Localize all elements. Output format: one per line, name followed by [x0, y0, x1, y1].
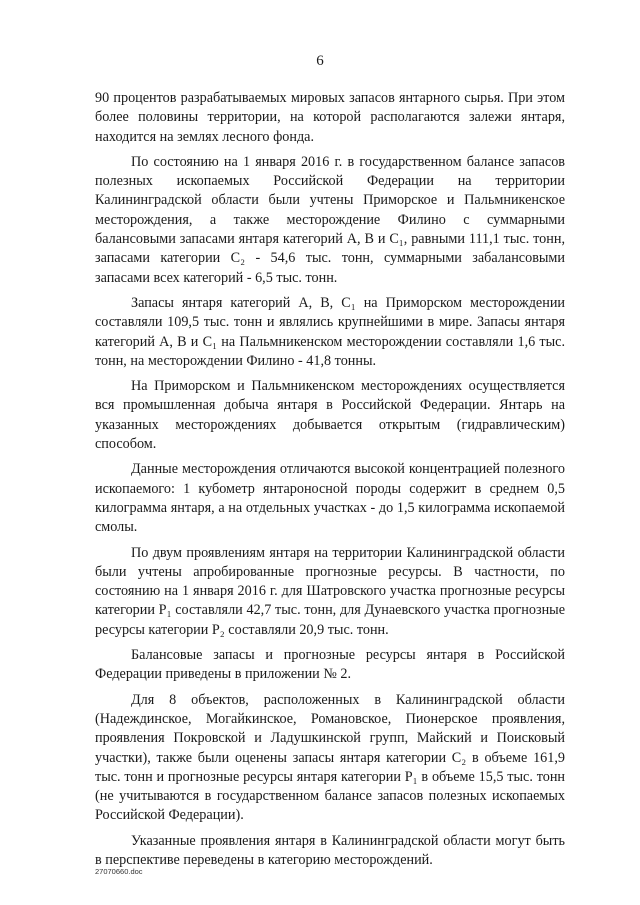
paragraph-forecast-resources: По двум проявлениям янтаря на территории Калининградской области были учтены апробированные прогнозные ресурсы. В частности, по состоянию на 1 января 2016 г. для Шатровского участка прогнозные ресурсы категории P₁ составляли 42,7 тыс. тонн, для Дунаевского участка прогнозные ресурсы категории P₂ составляли 20,9 тыс. тонн.: [95, 544, 565, 638]
footer-filename: 27070660.doc: [95, 867, 143, 876]
paragraph-concentration: Данные месторождения отличаются высокой концентрацией полезного ископаемого: 1 кубометр янтароносной породы содержит в среднем 0,5 килограмма янтаря, а на отдельных участках - до 1,5 килограмма ископаемой смолы.: [95, 461, 565, 536]
paragraph-eight-objects: Для 8 объектов, расположенных в Калининградской области (Надеждинское, Могайкинское, Романовское, Пионерское проявления, проявления Покровской и Ладушкинской групп, Майский и Поисковый участки), также были оценены запасы янтаря категории C₂ в объеме 161,9 тыс. тонн и прогнозные ресурсы янтаря категории P₁ в объеме 15,5 тыс. тонн (не учитываются в государственном балансе запасов полезных ископаемых Российской Федерации).: [95, 691, 565, 824]
document-body: [95, 89, 565, 876]
page-number: 6: [316, 53, 324, 69]
paragraph-continuation: 90 процентов разрабатываемых мировых запасов янтарного сырья. При этом более половины территории, на которой располагаются залежи янтаря, находится на землях лесного фонда.: [95, 90, 565, 145]
paragraph-appendix-reference: Балансовые запасы и прогнозные ресурсы янтаря в Российской Федерации приведены в приложении № 2.: [95, 647, 565, 683]
paragraph-conclusion: Указанные проявления янтаря в Калининградской области могут быть в перспективе переведены в категорию месторождений.: [95, 832, 565, 868]
paragraph-mining: На Приморском и Пальмникенском месторождениях осуществляется вся промышленная добыча янтаря в Российской Федерации. Янтарь на указанных месторождениях добывается открытым (гидравлическим) способом.: [95, 378, 565, 453]
paragraph-balance-reserves: По состоянию на 1 января 2016 г. в государственном балансе запасов полезных ископаемых Российской Федерации на территории Калининградской области были учтены Приморское и Пальмникенское месторождения, а также месторождение Филино с суммарными балансовыми запасами янтаря категорий А, В и C₁, равными 111,1 тыс. тонн, запасами категории C₂ - 54,6 тыс. тонн, суммарными забалансовыми запасами всех категорий - 6,5 тыс. тонн.: [95, 153, 565, 286]
paragraph-deposit-reserves: Запасы янтаря категорий А, В, C₁ на Приморском месторождении составляли 109,5 тыс. тонн и являлись крупнейшими в мире. Запасы янтаря категорий А, В и C₁ на Пальмникенском месторождении составляли 1,6 тыс. тонн, на месторождении Филино - 41,8 тонны.: [95, 294, 565, 369]
